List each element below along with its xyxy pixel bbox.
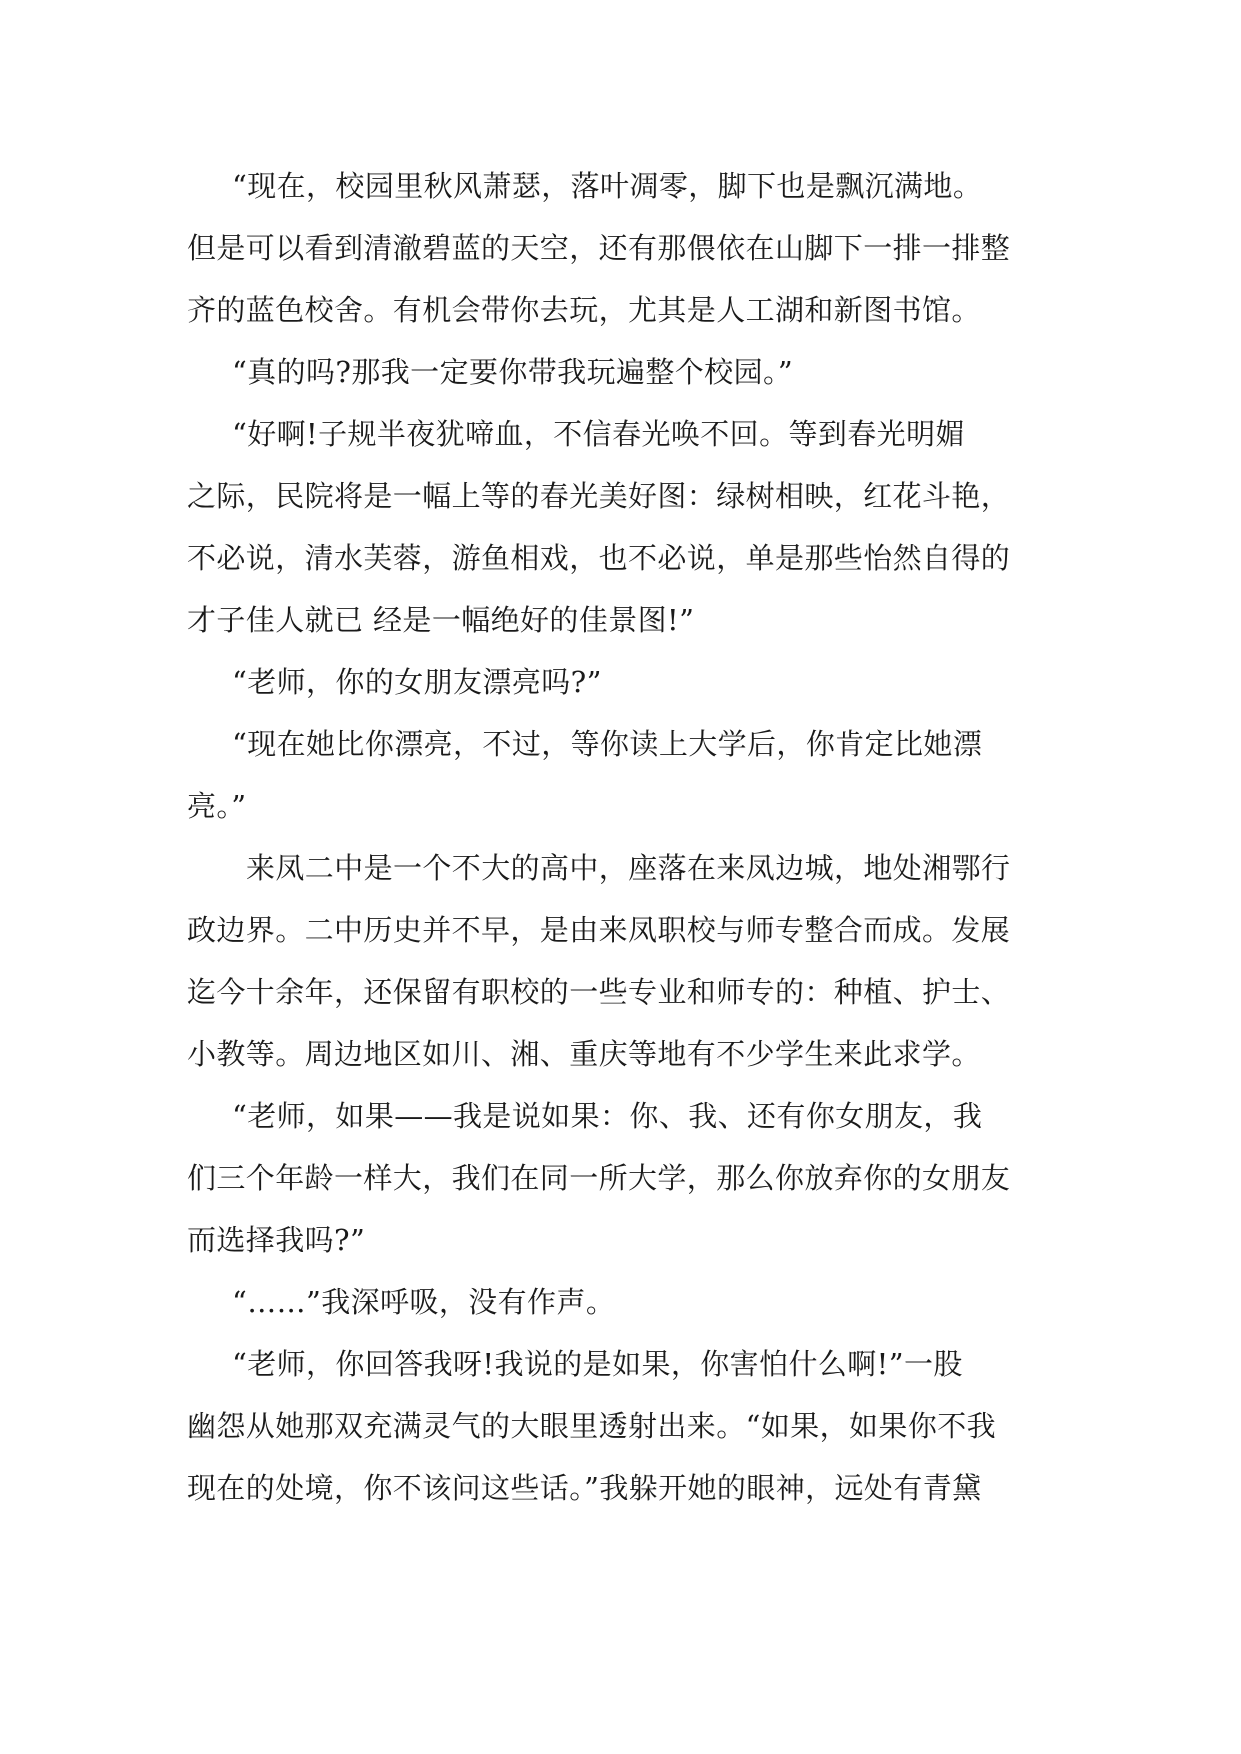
text-line: 幽怨从她那双充满灵气的大眼里透射出来。“如果，如果你不我 bbox=[187, 1409, 997, 1443]
text-line: 现在的处境，你不该问这些话。”我躲开她的眼神，远处有青黛 bbox=[187, 1471, 982, 1505]
text-line: “现在她比你漂亮，不过，等你读上大学后，你肯定比她漂 bbox=[232, 727, 983, 761]
text-line: “老师，如果——我是说如果：你、我、还有你女朋友，我 bbox=[232, 1099, 983, 1133]
text-line: 但是可以看到清澈碧蓝的天空，还有那偎依在山脚下一排一排整 bbox=[187, 231, 1011, 265]
text-line: 们三个年龄一样大，我们在同一所大学，那么你放弃你的女朋友 bbox=[187, 1161, 1011, 1195]
text-line: “老师，你的女朋友漂亮吗?” bbox=[232, 665, 602, 699]
text-line: “老师，你回答我呀!我说的是如果，你害怕什么啊!”一股 bbox=[232, 1347, 963, 1381]
text-line: “真的吗?那我一定要你带我玩遍整个校园。” bbox=[232, 355, 794, 389]
text-line: 政边界。二中历史并不早，是由来凤职校与师专整合而成。发展 bbox=[187, 913, 1011, 947]
text-line: 而选择我吗?” bbox=[187, 1223, 366, 1257]
text-line: “好啊!子规半夜犹啼血，不信春光唤不回。等到春光明媚 bbox=[232, 417, 965, 451]
text-line: 来凤二中是一个不大的高中，座落在来凤边城，地处湘鄂行 bbox=[246, 851, 1011, 885]
text-line: 小教等。周边地区如川、湘、重庆等地有不少学生来此求学。 bbox=[187, 1037, 981, 1071]
text-line: 不必说，清水芙蓉，游鱼相戏，也不必说，单是那些怡然自得的 bbox=[187, 541, 1011, 575]
text-line: 才子佳人就已 经是一幅绝好的佳景图!” bbox=[187, 603, 695, 637]
text-line: “现在，校园里秋风萧瑟，落叶凋零，脚下也是飘沉满地。 bbox=[232, 169, 983, 203]
text-line: 之际，民院将是一幅上等的春光美好图：绿树相映，红花斗艳， bbox=[187, 479, 1011, 513]
text-line: 亮。” bbox=[187, 789, 247, 823]
text-line: 齐的蓝色校舍。有机会带你去玩，尤其是人工湖和新图书馆。 bbox=[187, 293, 981, 327]
text-line: “……”我深呼吸，没有作声。 bbox=[232, 1285, 616, 1319]
text-line: 迄今十余年，还保留有职校的一些专业和师专的：种植、护士、 bbox=[187, 975, 1011, 1009]
